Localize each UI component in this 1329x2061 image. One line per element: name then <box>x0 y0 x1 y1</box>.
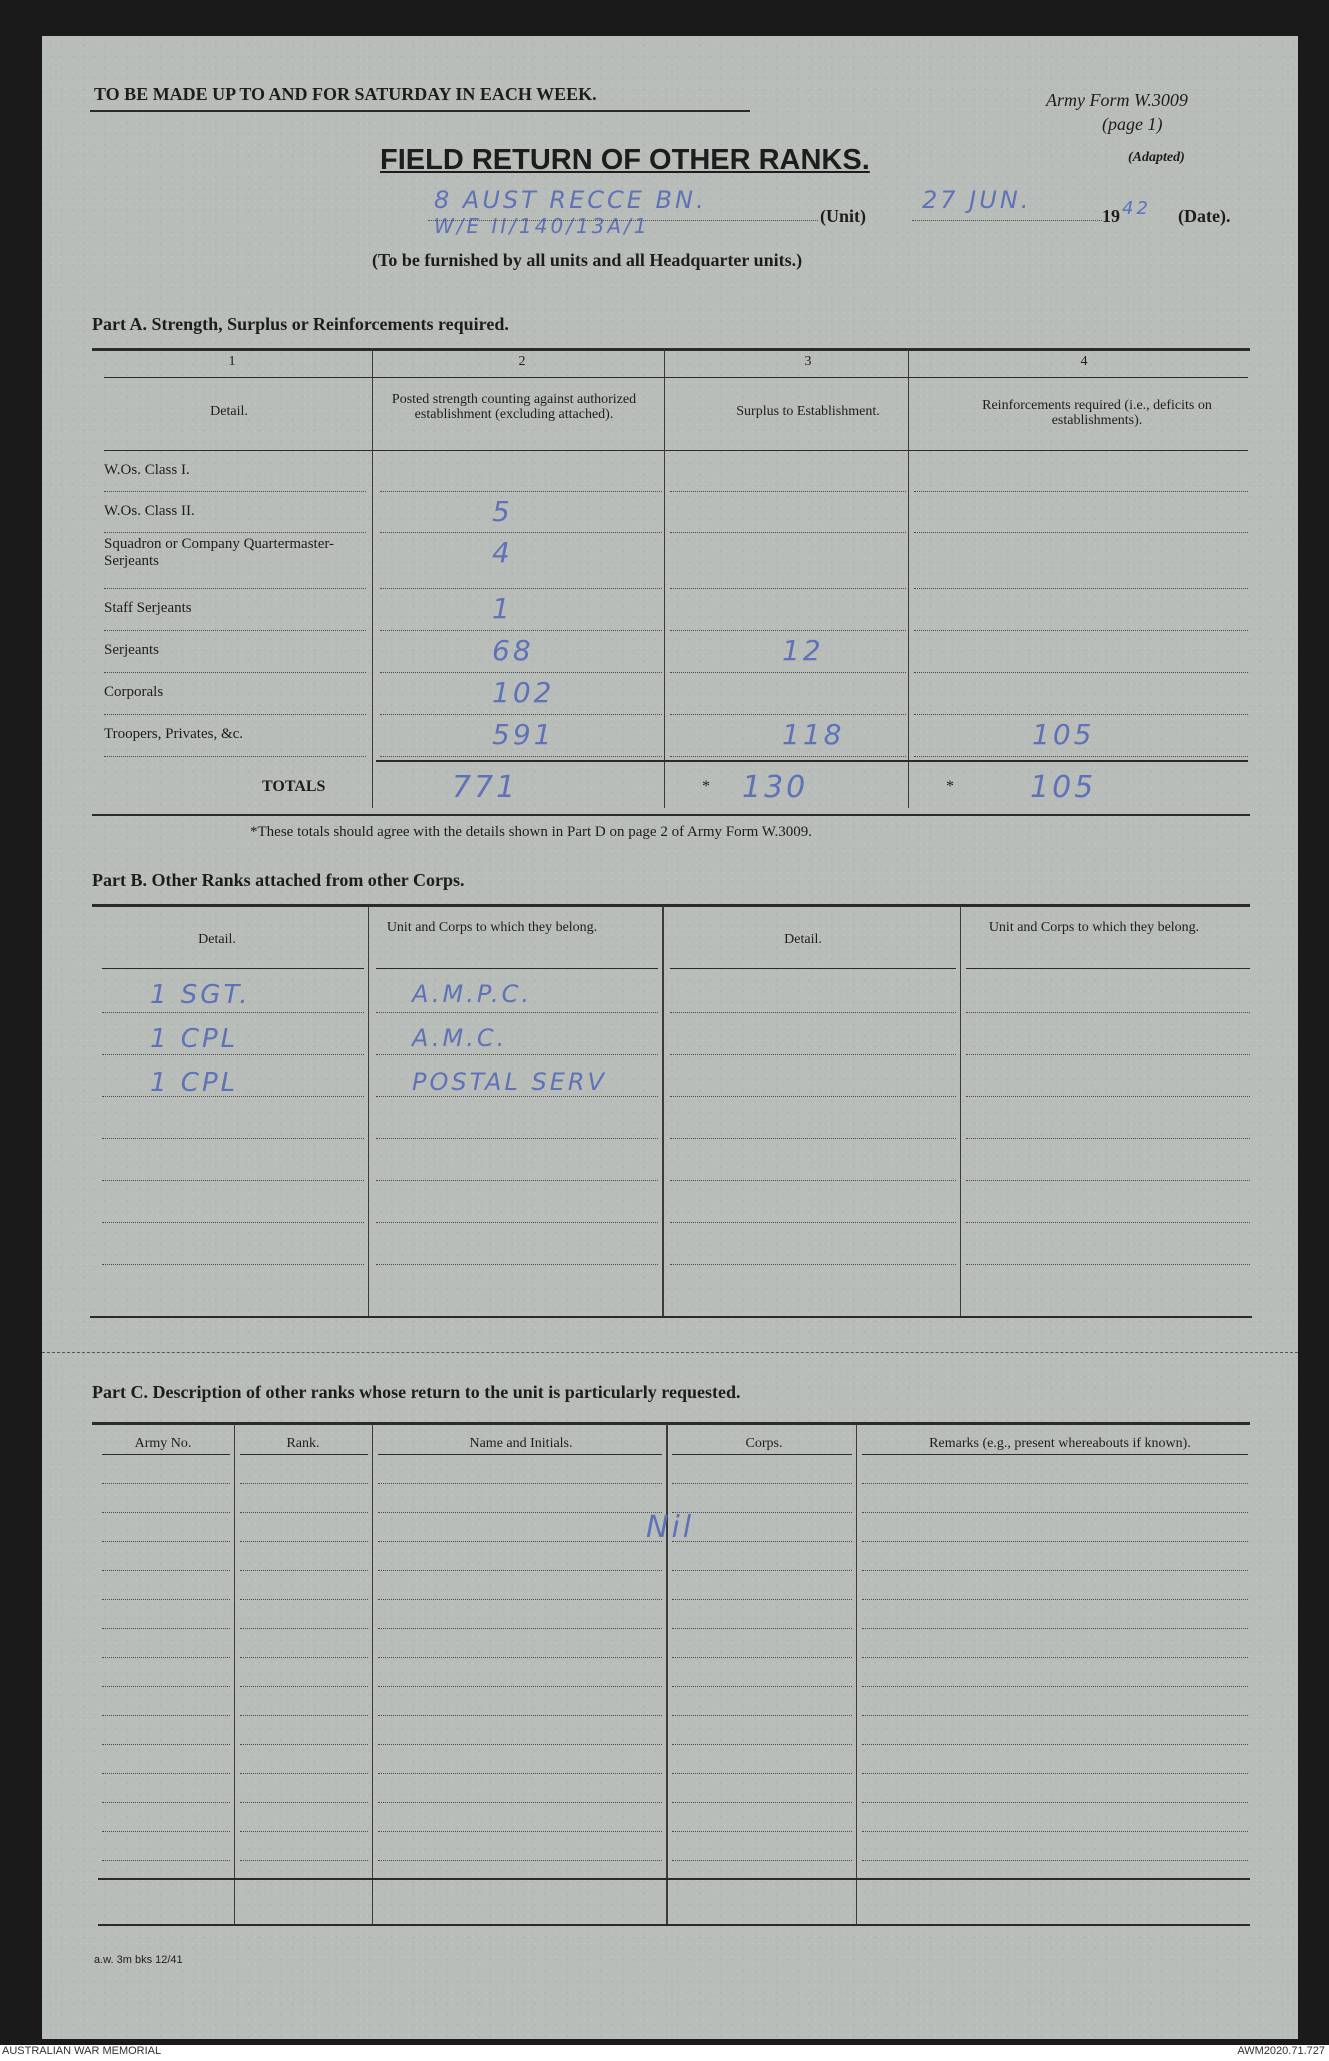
part-b-row-line <box>376 1096 658 1097</box>
part-c-double-rule-1 <box>98 1878 1250 1880</box>
part-c-row-line <box>102 1628 230 1629</box>
part-b-row-line <box>102 1054 364 1055</box>
part-c-row-line <box>102 1512 230 1513</box>
part-c-row-line <box>102 1860 230 1861</box>
part-b-header-unit-1: Unit and Corps to which they belong. <box>386 920 598 935</box>
part-a-row-line <box>914 714 1248 715</box>
part-c-row-line <box>102 1686 230 1687</box>
printer-code: a.w. 3m bks 12/41 <box>94 1954 183 1966</box>
form-title: FIELD RETURN OF OTHER RANKS. <box>380 144 870 176</box>
part-a-row-line <box>914 672 1248 673</box>
part-b-row-line <box>670 1264 956 1265</box>
part-a-row-line <box>914 588 1248 589</box>
part-a-title: Part A. Strength, Surplus or Reinforcements required. <box>92 314 509 334</box>
part-c-row-line <box>672 1512 852 1513</box>
part-a-footnote: *These totals should agree with the details shown in Part D on page 2 of Army Form W.3009. <box>250 824 813 840</box>
footer-left: AUSTRALIAN WAR MEMORIAL <box>2 2045 162 2057</box>
totals-top-rule <box>376 760 1248 762</box>
part-b-header-detail-2: Detail. <box>784 932 822 947</box>
part-c-row-line <box>672 1773 852 1774</box>
part-b-row-line <box>376 1264 658 1265</box>
part-a-row-posted: 4 <box>492 536 513 569</box>
part-b-row-line <box>966 1012 1250 1013</box>
part-c-row-line <box>378 1599 662 1600</box>
part-c-row-line <box>102 1483 230 1484</box>
part-a-row-line <box>914 532 1248 533</box>
part-a-row-posted: 102 <box>492 676 555 709</box>
part-c-row-line <box>672 1628 852 1629</box>
part-a-row-line <box>104 714 366 715</box>
part-c-row-line <box>378 1715 662 1716</box>
part-c-row-line <box>102 1599 230 1600</box>
part-b-row-line <box>670 1054 956 1055</box>
page-number: (page 1) <box>1102 114 1163 134</box>
part-c-row-line <box>240 1628 368 1629</box>
part-c-bottom-rule <box>98 1924 1250 1926</box>
part-a-row-line <box>670 588 906 589</box>
part-b-entry-detail: 1 SGT. <box>150 980 251 1010</box>
footer-right: AWM2020.71.727 <box>1237 2045 1325 2057</box>
part-c-row-line <box>672 1831 852 1832</box>
part-b-row-line <box>966 1138 1250 1139</box>
part-b-row-line <box>670 1096 956 1097</box>
part-c-row-line <box>672 1657 852 1658</box>
part-c-divider-3 <box>666 1424 668 1924</box>
part-a-row-detail: W.Os. Class I. <box>104 462 190 478</box>
part-b-row-line <box>376 1054 658 1055</box>
part-c-header-name: Name and Initials. <box>469 1436 573 1451</box>
part-a-row-line <box>914 756 1248 757</box>
part-c-row-line <box>378 1860 662 1861</box>
instruction-line: TO BE MADE UP TO AND FOR SATURDAY IN EACH WEEK. <box>94 84 597 104</box>
part-c-row-line <box>102 1802 230 1803</box>
part-c-row-line <box>102 1715 230 1716</box>
part-a-row-line <box>104 630 366 631</box>
part-b-header-detail-1: Detail. <box>198 932 236 947</box>
unit-label: (Unit) <box>820 206 866 226</box>
part-c-row-line <box>672 1715 852 1716</box>
part-c-row-line <box>862 1541 1248 1542</box>
unit-dotted-line <box>428 220 818 221</box>
part-c-row-line <box>102 1831 230 1832</box>
part-c-row-line <box>862 1773 1248 1774</box>
part-a-row-line <box>104 756 366 757</box>
part-a-row-line <box>380 756 662 757</box>
part-a-row-line <box>914 491 1248 492</box>
part-c-row-line <box>862 1802 1248 1803</box>
handwritten-year: 42 <box>1122 198 1151 219</box>
part-a-divider-3 <box>908 348 909 808</box>
part-c-row-line <box>862 1744 1248 1745</box>
part-a-row-surplus: 118 <box>782 718 845 751</box>
part-a-header-rule <box>104 450 1248 451</box>
total-posted: 771 <box>452 770 519 805</box>
handwritten-date: 27 JUN. <box>922 186 1032 214</box>
part-b-row-line <box>670 1138 956 1139</box>
part-c-row-line <box>240 1860 368 1861</box>
col-number-2: 2 <box>518 354 526 369</box>
part-a-row-detail: Staff Serjeants <box>104 600 192 616</box>
part-c-row-line <box>672 1802 852 1803</box>
part-c-row-line <box>862 1483 1248 1484</box>
part-c-header-remarks: Remarks (e.g., present whereabouts if known). <box>929 1436 1191 1451</box>
date-label: (Date). <box>1178 206 1231 226</box>
part-b-row-line <box>102 968 364 969</box>
handwritten-nil: Nil <box>646 1510 695 1545</box>
part-c-row-line <box>240 1599 368 1600</box>
part-a-top-rule <box>92 348 1250 351</box>
part-b-row-line <box>670 1180 956 1181</box>
part-a-header-surplus: Surplus to Establishment. <box>736 404 880 419</box>
part-a-row-line <box>104 672 366 673</box>
col-number-3: 3 <box>804 354 812 369</box>
part-a-row-detail: Corporals <box>104 684 164 700</box>
part-c-row-line <box>862 1686 1248 1687</box>
part-b-row-line <box>102 1138 364 1139</box>
part-c-row-line <box>102 1657 230 1658</box>
part-b-row-line <box>966 1096 1250 1097</box>
total-reinf: 105 <box>1030 770 1097 805</box>
handwritten-unit: 8 AUST RECCE BN. <box>434 186 707 214</box>
part-a-row-line <box>380 630 662 631</box>
part-b-row-line <box>966 1222 1250 1223</box>
part-b-row-line <box>376 1138 658 1139</box>
part-b-row-line <box>966 1264 1250 1265</box>
part-c-row-line <box>672 1541 852 1542</box>
part-c-row-line <box>240 1483 368 1484</box>
part-c-row-line <box>240 1831 368 1832</box>
part-c-row-line <box>240 1715 368 1716</box>
part-c-row-line <box>862 1599 1248 1600</box>
part-c-row-line <box>378 1831 662 1832</box>
part-a-header-reinforcements: Reinforcements required (i.e., deficits on establishments). <box>982 398 1212 428</box>
tear-line <box>42 1352 1298 1353</box>
part-c-row-line <box>672 1860 852 1861</box>
part-c-top-rule <box>92 1422 1250 1425</box>
part-c-divider-1 <box>234 1424 235 1924</box>
part-a-row-reinf: 105 <box>1032 718 1095 751</box>
part-a-row-posted: 591 <box>492 718 555 751</box>
part-a-row-posted: 1 <box>492 592 513 625</box>
part-c-row-line <box>862 1715 1248 1716</box>
part-b-row-line <box>670 1012 956 1013</box>
year-prefix: 19 <box>1102 206 1120 226</box>
col-number-rule <box>104 377 1248 378</box>
part-b-row-line <box>102 1180 364 1181</box>
part-b-divider-1 <box>368 906 369 1316</box>
part-b-row-line <box>670 1222 956 1223</box>
part-c-row-line <box>672 1570 852 1571</box>
part-a-divider-2 <box>664 348 665 808</box>
part-c-row-line <box>378 1657 662 1658</box>
part-b-row-line <box>376 1012 658 1013</box>
part-c-row-line <box>672 1686 852 1687</box>
part-a-row-detail: Troopers, Privates, &c. <box>104 726 244 742</box>
part-a-row-line <box>104 532 366 533</box>
total-surplus: 130 <box>742 770 809 805</box>
part-b-bottom-rule <box>90 1316 1252 1318</box>
part-c-divider-2 <box>372 1424 373 1924</box>
part-b-row-line <box>670 968 956 969</box>
part-c-row-line <box>240 1773 368 1774</box>
part-c-row-line <box>102 1541 230 1542</box>
furnished-note: (To be furnished by all units and all Headquarter units.) <box>372 250 803 270</box>
part-c-row-line <box>102 1744 230 1745</box>
part-a-row-line <box>914 630 1248 631</box>
part-b-row-line <box>966 1180 1250 1181</box>
part-c-row-line <box>378 1744 662 1745</box>
part-c-row-line <box>240 1541 368 1542</box>
part-c-row-line <box>102 1773 230 1774</box>
part-a-row-detail: Squadron or Company Quartermaster-Serjeants <box>104 536 335 569</box>
part-c-row-line <box>378 1802 662 1803</box>
part-b-row-line <box>376 1180 658 1181</box>
part-b-entry-unit: A.M.P.C. <box>412 980 533 1008</box>
part-c-row-line <box>672 1454 852 1455</box>
part-c-divider-4 <box>856 1424 857 1924</box>
part-c-row-line <box>378 1541 662 1542</box>
part-a-row-posted: 5 <box>492 495 513 528</box>
part-c-row-line <box>240 1454 368 1455</box>
form-name: Army Form W.3009 <box>1046 90 1188 110</box>
part-c-row-line <box>378 1454 662 1455</box>
part-b-header-unit-2: Unit and Corps to which they belong. <box>988 920 1200 935</box>
part-c-row-line <box>240 1802 368 1803</box>
part-a-row-line <box>380 714 662 715</box>
part-c-row-line <box>240 1512 368 1513</box>
form-sheet <box>42 36 1298 2039</box>
part-b-row-line <box>966 1054 1250 1055</box>
part-b-entry-detail: 1 CPL <box>150 1068 239 1098</box>
part-c-row-line <box>862 1454 1248 1455</box>
part-c-title: Part C. Description of other ranks whose return to the unit is particularly requested. <box>92 1382 741 1402</box>
part-a-row-line <box>670 672 906 673</box>
handwritten-unit-line-2: W/E II/140/13A/1 <box>434 214 650 238</box>
part-c-row-line <box>240 1657 368 1658</box>
part-a-header-detail: Detail. <box>210 404 248 419</box>
part-a-row-line <box>670 630 906 631</box>
part-b-row-line <box>376 968 658 969</box>
part-b-entry-detail: 1 CPL <box>150 1024 239 1054</box>
part-c-row-line <box>240 1744 368 1745</box>
part-b-entry-unit: POSTAL SERV <box>412 1068 607 1096</box>
part-c-row-line <box>378 1483 662 1484</box>
part-a-row-line <box>104 588 366 589</box>
part-a-row-posted: 68 <box>492 634 534 667</box>
part-a-row-line <box>670 714 906 715</box>
part-a-header-posted: Posted strength counting against authorized establishment (excluding attached). <box>391 392 637 422</box>
part-b-row-line <box>102 1222 364 1223</box>
part-c-row-line <box>378 1570 662 1571</box>
part-a-row-line <box>380 672 662 673</box>
part-c-row-line <box>862 1657 1248 1658</box>
part-c-row-line <box>862 1512 1248 1513</box>
part-c-row-line <box>378 1773 662 1774</box>
part-a-row-detail: Serjeants <box>104 642 159 658</box>
part-c-row-line <box>240 1570 368 1571</box>
part-c-row-line <box>240 1686 368 1687</box>
part-b-row-line <box>102 1264 364 1265</box>
total-surplus-star: * <box>702 778 710 795</box>
part-c-header-corps: Corps. <box>745 1436 783 1451</box>
col-number-4: 4 <box>1080 354 1088 369</box>
total-reinf-star: * <box>946 778 954 795</box>
part-b-row-line <box>102 1012 364 1013</box>
part-c-row-line <box>102 1454 230 1455</box>
part-a-row-detail: W.Os. Class II. <box>104 503 195 519</box>
part-c-row-line <box>862 1570 1248 1571</box>
part-a-row-line <box>380 532 662 533</box>
part-b-row-line <box>966 968 1250 969</box>
adapted-note: (Adapted) <box>1128 150 1185 165</box>
part-c-row-line <box>862 1831 1248 1832</box>
part-c-row-line <box>378 1628 662 1629</box>
part-b-entry-unit: A.M.C. <box>412 1024 508 1052</box>
part-c-row-line <box>102 1570 230 1571</box>
date-dotted-line <box>912 220 1102 221</box>
part-c-row-line <box>862 1628 1248 1629</box>
part-b-divider-3 <box>960 906 961 1316</box>
totals-label: TOTALS <box>262 778 326 795</box>
instruction-underline <box>90 110 750 112</box>
part-c-row-line <box>378 1512 662 1513</box>
part-c-header-army-no: Army No. <box>134 1436 192 1451</box>
part-a-row-line <box>104 491 366 492</box>
col-number-1: 1 <box>228 354 236 369</box>
part-c-header-rank: Rank. <box>286 1436 320 1451</box>
part-a-row-line <box>380 588 662 589</box>
part-a-row-line <box>670 756 906 757</box>
part-b-top-rule <box>92 904 1250 907</box>
part-c-row-line <box>672 1483 852 1484</box>
part-c-row-line <box>672 1744 852 1745</box>
part-a-row-line <box>670 491 906 492</box>
part-b-divider-2 <box>662 906 664 1316</box>
part-a-bottom-rule <box>92 814 1250 816</box>
part-c-row-line <box>378 1686 662 1687</box>
part-b-row-line <box>376 1222 658 1223</box>
part-a-row-line <box>380 491 662 492</box>
part-c-row-line <box>862 1860 1248 1861</box>
part-a-divider-1 <box>372 348 373 808</box>
part-a-row-surplus: 12 <box>782 634 824 667</box>
part-b-title: Part B. Other Ranks attached from other Corps. <box>92 870 465 890</box>
part-a-row-line <box>670 532 906 533</box>
part-c-row-line <box>672 1599 852 1600</box>
